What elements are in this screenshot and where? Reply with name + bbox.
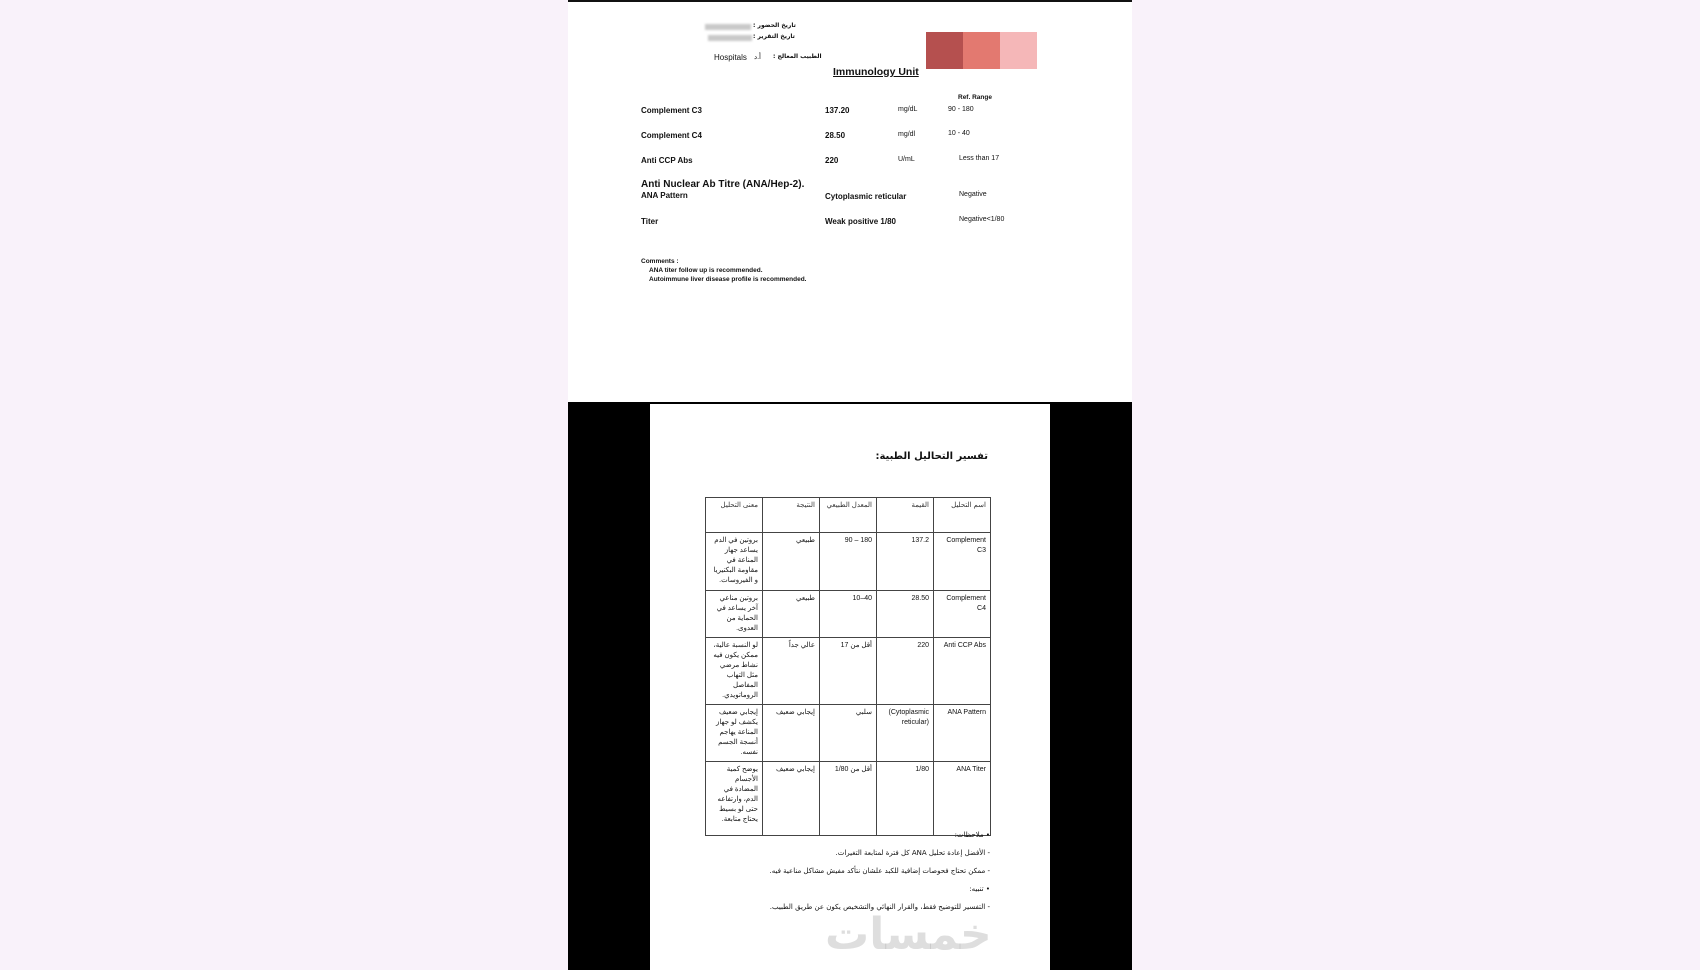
redacted-swatch (963, 32, 1000, 69)
interpretation-title: تفسير التحاليل الطبية: (875, 451, 988, 462)
table-header: المعدل الطبيعي (820, 498, 877, 533)
test-value: 137.20 (825, 106, 850, 115)
redacted-swatch (926, 32, 963, 69)
row-value: 1/80 (877, 762, 934, 836)
report-title: Immunology Unit (833, 66, 919, 78)
row-value: 137.2 (877, 533, 934, 591)
notes-heading: • ملاحظات: (954, 831, 990, 839)
row-meaning: لو النسبة عالية، ممكن يكون فيه نشاط مرضي مثل التهاب المفاصل الروماتويدي. (706, 638, 763, 705)
watermark-logo: خمسات (825, 909, 992, 960)
redacted-swatch (1000, 32, 1037, 69)
comments-label: Comments : (641, 258, 679, 265)
row-normal: 10–40 (820, 591, 877, 638)
ana-section-title: Anti Nuclear Ab Titre (ANA/Hep-2). (641, 179, 805, 190)
redacted-date (708, 35, 752, 41)
test-name: Anti CCP Abs (641, 156, 693, 165)
row-name: ANA Titer (934, 762, 991, 836)
table-header: معنى التحليل (706, 498, 763, 533)
table-header: القيمة (877, 498, 934, 533)
note-line: - ممكن تحتاج فحوصات إضافية للكبد علشان نتأكد مفيش مشاكل مناعية فيه. (769, 867, 990, 875)
test-range: 10 - 40 (948, 130, 970, 137)
test-range: 90 - 180 (948, 106, 974, 113)
row-result: إيجابي ضعيف (763, 705, 820, 762)
test-unit: mg/dL (898, 106, 918, 113)
row-result: إيجابي ضعيف (763, 762, 820, 836)
table-header: النتيجة (763, 498, 820, 533)
row-value: 28.50 (877, 591, 934, 638)
doctor-label: الطبيب المعالج : (773, 53, 822, 60)
row-result: عالي جداً (763, 638, 820, 705)
comments-block (641, 257, 807, 284)
doctor-prefix: أ.د (754, 54, 762, 61)
ana-row-value: Weak positive 1/80 (825, 217, 896, 226)
row-meaning: يوضح كمية الأجسام المضادة في الدم، وارتفاعه حتى لو بسيط يحتاج متابعة. (706, 762, 763, 836)
interpretation-page (650, 404, 1050, 970)
ana-row-value: Cytoplasmic reticular (825, 192, 907, 201)
date-attended-label: تاريخ الحضور : (753, 22, 796, 29)
row-value: (Cytoplasmic reticular) (877, 705, 934, 762)
row-meaning: إيجابي ضعيف يكشف لو جهاز المناعة يهاجم أنسجة الجسم نفسه. (706, 705, 763, 762)
ana-row-range: Negative<1/80 (959, 216, 1005, 223)
interpretation-screenshot (568, 402, 1132, 970)
redacted-date (705, 24, 751, 30)
row-normal: أقل من 1/80 (820, 762, 877, 836)
doctor-value: Hospitals (714, 53, 747, 62)
test-value: 28.50 (825, 131, 846, 140)
note-line: - الأفضل إعادة تحليل ANA كل فترة لمتابعة التغيرات. (835, 849, 990, 857)
row-name: Anti CCP Abs (934, 638, 991, 705)
row-value: 220 (877, 638, 934, 705)
warning-text: التفسير للتوضيح فقط، والقرار النهائي والتشخيص يكون عن طريق الطبيب. (769, 903, 986, 911)
table-row (706, 533, 991, 591)
row-normal: 90 – 180 (820, 533, 877, 591)
ana-row-range: Negative (959, 191, 987, 198)
row-normal: سلبي (820, 705, 877, 762)
test-unit: mg/dl (898, 131, 916, 138)
lab-report-page (568, 0, 1132, 404)
table-header-row (706, 498, 991, 533)
table-row (706, 638, 991, 705)
table-header: اسم التحليل (934, 498, 991, 533)
test-name: Complement C4 (641, 131, 702, 140)
row-name: Complement C4 (934, 591, 991, 638)
table-row (706, 762, 991, 836)
test-range: Less than 17 (959, 155, 1000, 162)
warning-label: تنبيه: (969, 885, 984, 893)
warning-heading: • تنبيه: (969, 885, 990, 893)
test-value: 220 (825, 156, 839, 165)
warning-line: - التفسير للتوضيح فقط، والقرار النهائي والتشخيص يكون عن طريق الطبيب. (769, 903, 990, 911)
ref-range-header: Ref. Range (958, 94, 992, 101)
ana-row-name: ANA Pattern (641, 191, 688, 200)
test-unit: U/mL (898, 156, 915, 163)
row-meaning: بروتين في الدم يساعد جهاز المناعة في مقاومة البكتيريا و الفيروسات. (706, 533, 763, 591)
row-result: طبيعي (763, 533, 820, 591)
row-normal: أقل من 17 (820, 638, 877, 705)
row-meaning: بروتين مناعي آخر يساعد في الحماية من العدوى. (706, 591, 763, 638)
row-name: Complement C3 (934, 533, 991, 591)
note-text: ممكن تحتاج فحوصات إضافية للكبد علشان نتأكد مفيش مشاكل مناعية فيه. (769, 867, 986, 875)
ana-row-name: Titer (641, 217, 659, 226)
comment-line: Autoimmune liver disease profile is recommended. (649, 276, 807, 283)
notes-label: ملاحظات: (954, 831, 984, 839)
comment-line: ANA titer follow up is recommended. (649, 267, 763, 274)
note-text: الأفضل إعادة تحليل ANA كل فترة لمتابعة التغيرات. (835, 849, 986, 857)
table-row (706, 705, 991, 762)
table-row (706, 591, 991, 638)
date-report-label: تاريخ التقرير : (753, 33, 795, 40)
test-name: Complement C3 (641, 106, 702, 115)
row-result: طبيعي (763, 591, 820, 638)
row-name: ANA Pattern (934, 705, 991, 762)
interpretation-table (705, 497, 991, 836)
